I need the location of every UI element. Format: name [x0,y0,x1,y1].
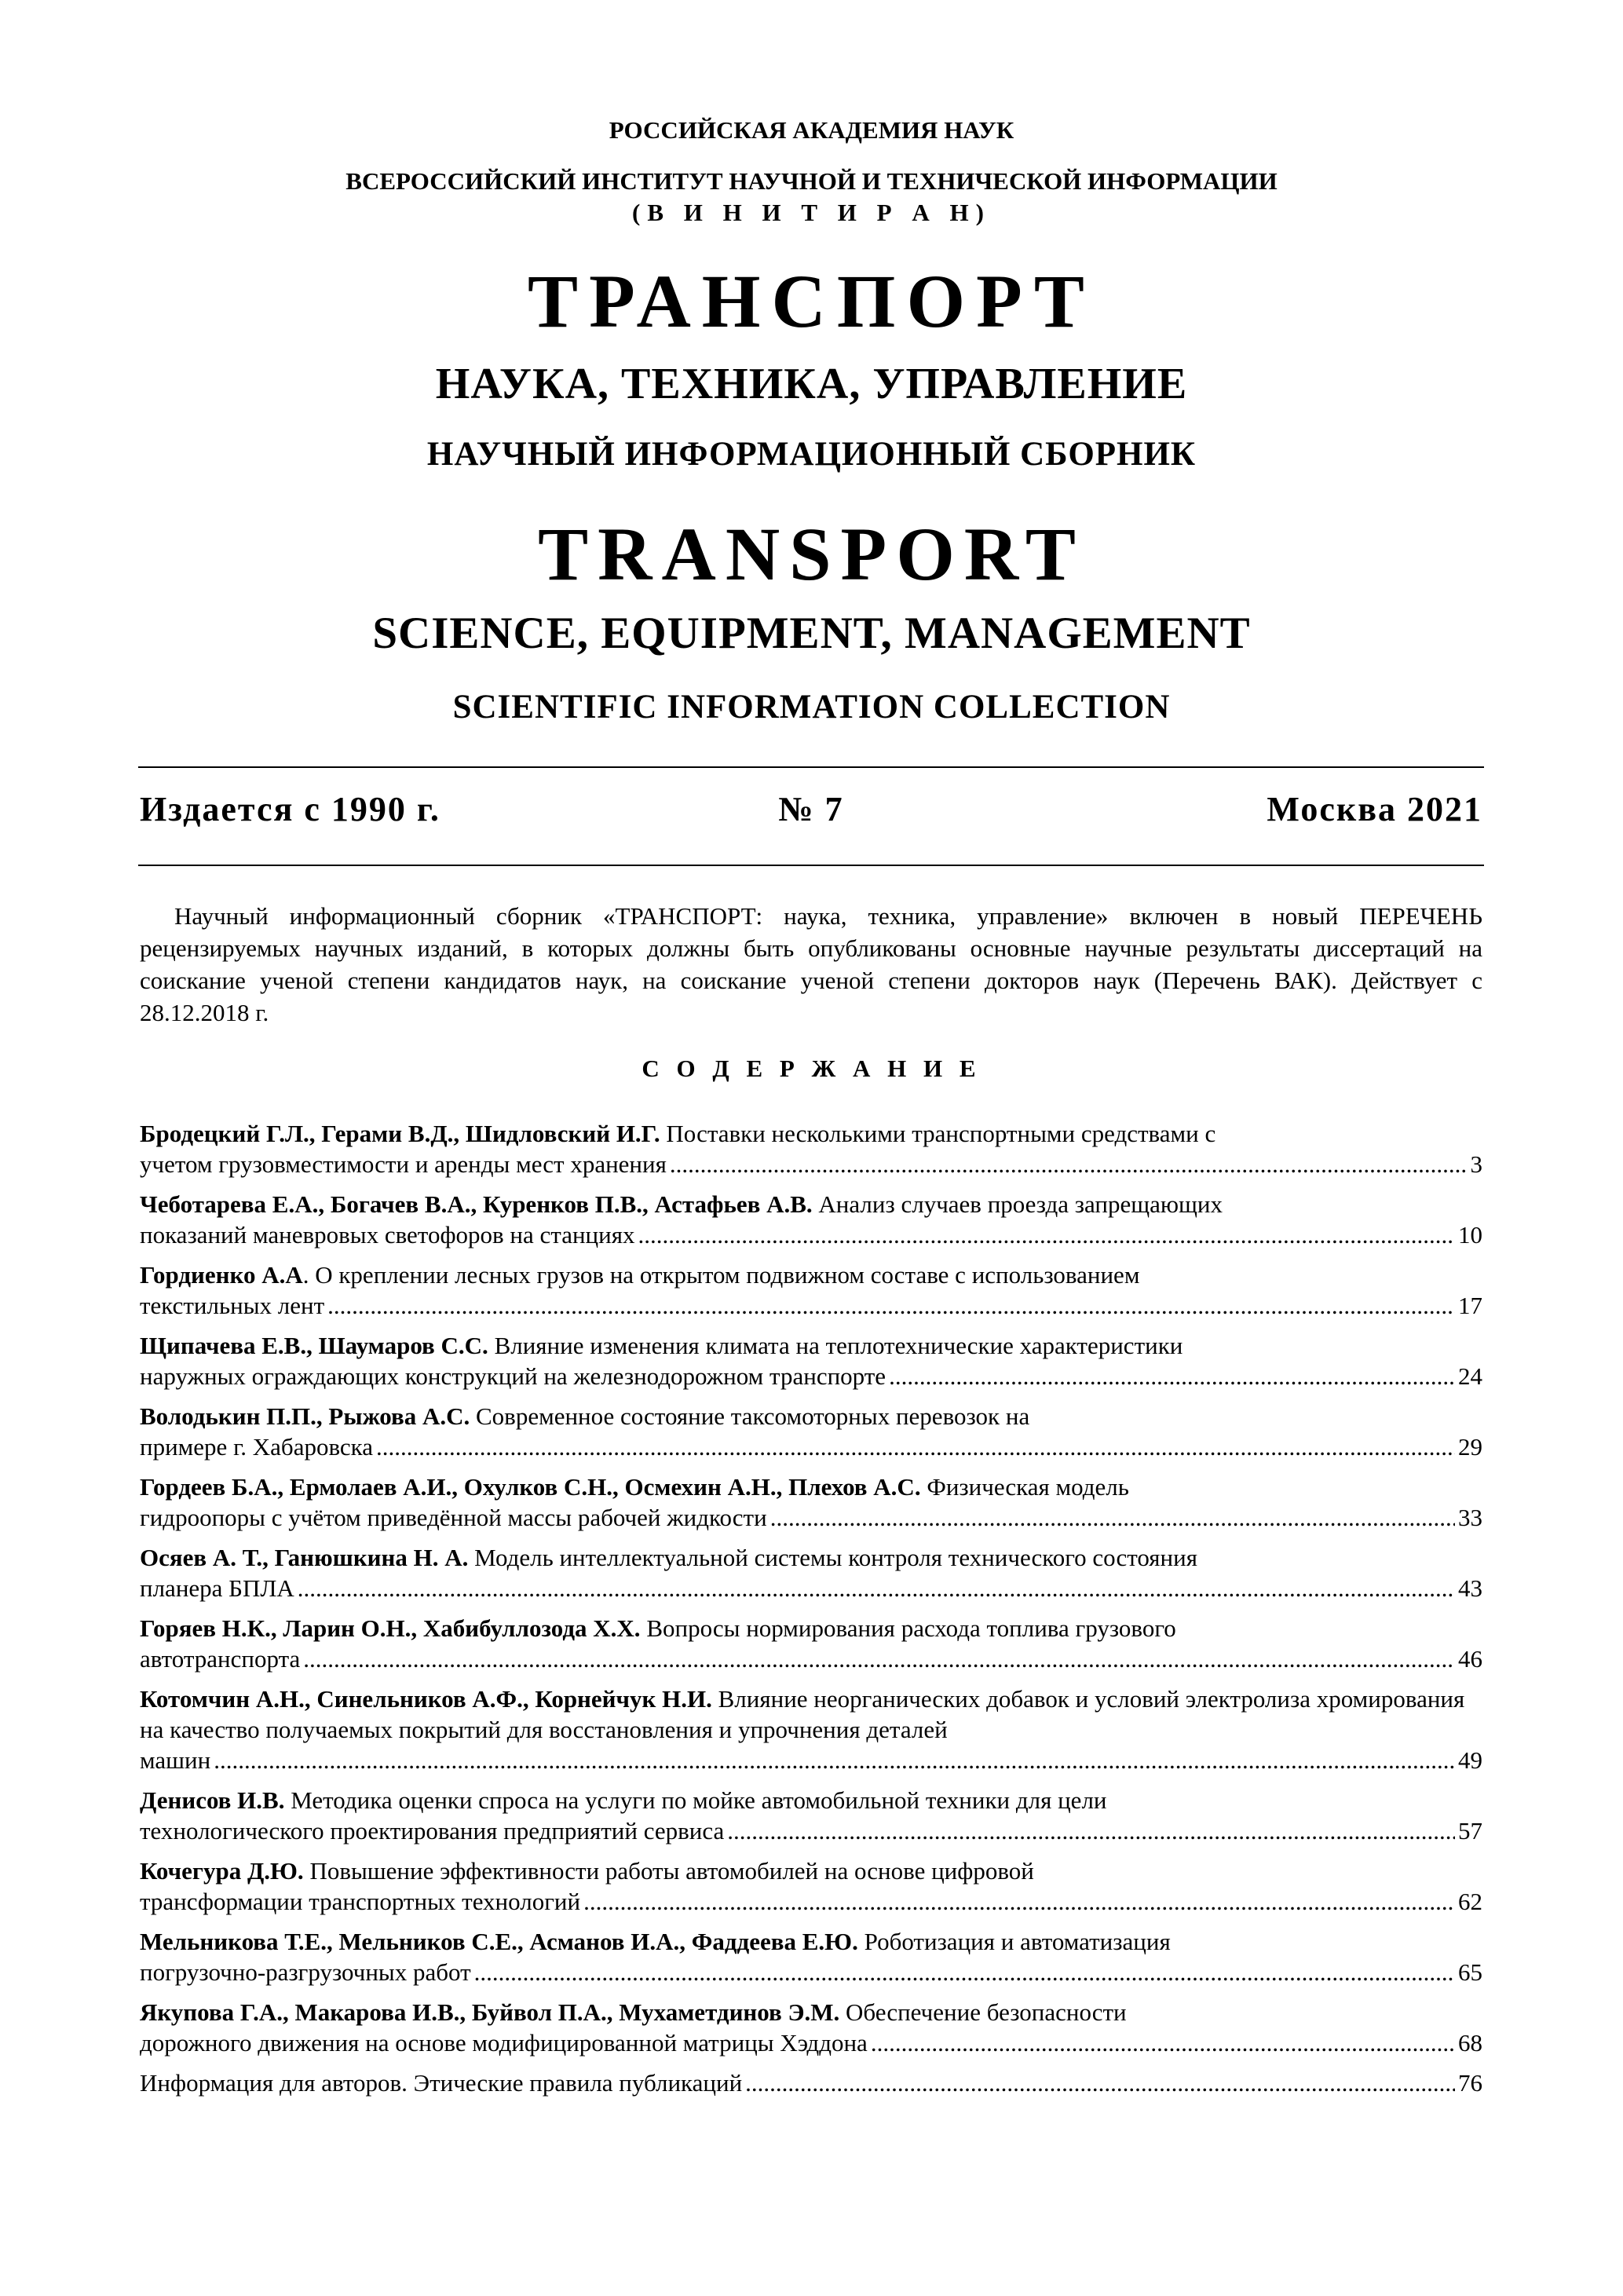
toc-page-number: 62 [1458,1888,1482,1915]
toc-title-start: Анализ случаев проезда запрещающих [812,1190,1223,1218]
toc-entry-last-line [140,1573,1482,1603]
toc-page-number: 33 [1458,1504,1482,1531]
toc-page-number: 29 [1458,1433,1482,1461]
toc-entry-heading [140,1189,1482,1219]
toc-title-end: наружных ограждающих конструкций на железнодорожном транспорте [140,1362,886,1390]
toc-entry [140,1613,1482,1674]
toc-authors: Горяев Н.К., Ларин О.Н., Хабибуллозода Х.Х. [140,1614,641,1642]
toc-entry [140,1926,1482,1987]
toc-page-number: 10 [1458,1221,1482,1249]
toc-dot-leader [670,1149,1468,1179]
toc-page-number: 49 [1458,1746,1482,1774]
toc-authors: Гордиенко А.А [140,1261,303,1289]
toc-title-start: . О креплении лесных грузов на открытом подвижном составе с использованием [302,1261,1140,1289]
toc-page-number: 24 [1458,1362,1482,1390]
toc-entry [140,1684,1482,1775]
issue-number: № 7 [778,790,844,828]
toc-dot-leader [303,1643,1455,1674]
toc-entry-last-line [140,2067,1482,2098]
journal-title-en: TRANSPORT [538,512,1085,596]
issue-info-row [140,789,1482,836]
toc-authors: Бродецкий Г.Л., Герами В.Д., Шидловский И.Г. [140,1120,660,1147]
toc-page-number: 17 [1458,1292,1482,1319]
toc-entry [140,1542,1482,1603]
published-since: Издается с 1990 г. [140,790,440,828]
toc-entry-heading [140,1472,1482,1502]
toc-title-start: Современное состояние таксомоторных перевозок на [470,1402,1030,1430]
toc-entry [140,1401,1482,1462]
toc-authors: Кочегура Д.Ю. [140,1857,304,1885]
toc-dot-leader [889,1361,1455,1391]
institute-name: ВСЕРОССИЙСКИЙ ИНСТИТУТ НАУЧНОЙ И ТЕХНИЧЕСКОЙ ИНФОРМАЦИИ [345,167,1278,195]
toc-entry-last-line [140,1149,1482,1179]
toc-entry-last-line [140,1815,1482,1846]
toc-dot-leader [214,1745,1455,1775]
collection-type-ru: НАУЧНЫЙ ИНФОРМАЦИОННЫЙ СБОРНИК [426,436,1197,473]
toc-entry-last-line [140,1361,1482,1391]
toc-entry-heading [140,1997,1482,2027]
toc-entry [140,1997,1482,2058]
toc-page-number: 68 [1458,2029,1482,2057]
toc-title-start: Обеспечение безопасности [839,1998,1127,2026]
journal-subtitle-ru: НАУКА, ТЕХНИКА, УПРАВЛЕНИЕ [435,360,1188,408]
toc-title-end: погрузочно-разгрузочных работ [140,1958,471,1986]
toc-title-start: Методика оценки спроса на услуги по мойке автомобильной техники для цели [284,1786,1107,1814]
issue-place-year: Москва 2021 [1267,790,1482,828]
toc-page-number: 46 [1458,1645,1482,1673]
toc-title-end: гидроопоры с учётом приведённой массы рабочей жидкости [140,1504,767,1531]
toc-entry-heading [140,1613,1482,1643]
toc-authors: Денисов И.В. [140,1786,285,1814]
toc-page-number: 76 [1458,2069,1482,2097]
toc-entry-heading [140,1118,1482,1149]
toc-entry [140,1330,1482,1391]
toc-entry-heading [140,1330,1482,1361]
toc-entry [140,1785,1482,1846]
toc-authors: Котомчин А.Н., Синельников А.Ф., Корнейчук Н.И. [140,1685,712,1713]
toc-dot-leader [327,1290,1455,1321]
toc-entry-heading [140,1926,1482,1957]
toc-title-end: автотранспорта [140,1645,301,1673]
contents-heading: С О Д Е Р Ж А Н И Е [642,1055,981,1082]
toc-dot-leader [376,1431,1455,1462]
toc-dot-leader [770,1502,1455,1533]
toc-entry [140,1472,1482,1533]
toc-entry-heading [140,1785,1482,1815]
toc-title-start: Влияние неорганических добавок и условий электролиза хромирования на качество получаемых покрытий для восстановления и упрочнения деталей [140,1685,1465,1743]
toc-authors: Осяев А. Т., Ганюшкина Н. А. [140,1544,469,1571]
journal-subtitle-en: SCIENCE, EQUIPMENT, MANAGEMENT [372,609,1251,658]
toc-title-end: машин [140,1746,211,1774]
toc-entry-heading [140,1542,1482,1573]
divider-top [138,766,1484,768]
toc-entry [140,1260,1482,1321]
toc-entry-heading [140,1684,1482,1745]
toc-entry [140,1189,1482,1250]
toc-entry-last-line [140,1502,1482,1533]
toc-authors: Гордеев Б.А., Ермолаев А.И., Охулков С.Н., Осмехин А.Н., Плехов А.С. [140,1473,921,1501]
toc-entry-last-line [140,1643,1482,1674]
toc-entry-heading [140,1260,1482,1290]
toc-entry-last-line [140,1219,1482,1250]
toc-dot-leader [474,1957,1455,1987]
toc-entry-heading [140,1401,1482,1431]
toc-authors: Володькин П.П., Рыжова А.С. [140,1402,470,1430]
toc-title-end: примере г. Хабаровска [140,1433,374,1461]
divider-bottom [138,865,1484,866]
toc-page-number: 65 [1458,1958,1482,1986]
toc-authors: Мельникова Т.Е., Мельников С.Е., Асманов И.А., Фаддеева Е.Ю. [140,1928,858,1955]
toc-title-start: Физическая модель [920,1473,1129,1501]
toc-title-start: Модель интеллектуальной системы контроля технического состояния [468,1544,1197,1571]
journal-title-ru: ТРАНСПОРТ [528,259,1095,343]
academy-name: РОССИЙСКАЯ АКАДЕМИЯ НАУК [609,116,1014,144]
toc-page-number: 57 [1458,1817,1482,1844]
toc-dot-leader [745,2067,1455,2098]
toc-dot-leader [583,1886,1455,1917]
toc-entry-last-line [140,1745,1482,1775]
toc-page-number: 43 [1458,1574,1482,1602]
toc-page-number: 3 [1470,1150,1482,1178]
collection-type-en: SCIENTIFIC INFORMATION COLLECTION [452,689,1171,726]
toc-entry-last-line [140,1431,1482,1462]
toc-dot-leader [298,1573,1455,1603]
toc-title-end: технологического проектирования предприятий сервиса [140,1817,725,1844]
toc-title-start: Роботизация и автоматизация [857,1928,1171,1955]
toc-authors: Чеботарева Е.А., Богачев В.А., Куренков П.В., Астафьев А.В. [140,1190,813,1218]
toc-entry-heading [140,1855,1482,1886]
toc-title-end: дорожного движения на основе модифицированной матрицы Хэддона [140,2029,868,2057]
toc-entry [140,2067,1482,2098]
toc-entry-last-line [140,1290,1482,1321]
toc-title-start: Поставки несколькими транспортными средствами с [660,1120,1216,1147]
institute-abbreviation: (В И Н И Т И Р А Н) [632,199,991,226]
toc-entry-last-line [140,1957,1482,1987]
toc-entry [140,1855,1482,1917]
toc-dot-leader [871,2027,1455,2058]
toc-authors: Щипачева Е.В., Шаумаров С.С. [140,1332,488,1359]
toc-entry-last-line [140,2027,1482,2058]
toc-title-end: учетом грузовместимости и аренды мест хранения [140,1150,667,1178]
toc-title-end: планера БПЛА [140,1574,294,1602]
toc-authors: Якупова Г.А., Макарова И.В., Буйвол П.А., Мухаметдинов Э.М. [140,1998,840,2026]
toc-title-start: Вопросы нормирования расхода топлива грузового [640,1614,1176,1642]
toc-title-start: Повышение эффективности работы автомобилей на основе цифровой [303,1857,1034,1885]
toc-entry [140,1118,1482,1179]
toc-title-start: Влияние изменения климата на теплотехнические характеристики [488,1332,1183,1359]
intro-paragraph: Научный информационный сборник «ТРАНСПОРТ: наука, техника, управление» включен в новый ПЕРЕЧЕНЬ рецензируемых научных изданий, в которых должны быть опубликованы основные научные результаты диссертаций на соискание ученой степени кандидатов наук, на соискание ученой степени докторов наук (Перечень ВАК). Действует с 28.12.2018 г. [140,902,1482,1026]
toc-title-end: показаний маневровых светофоров на станциях [140,1221,635,1249]
toc-dot-leader [638,1219,1456,1250]
toc-dot-leader [727,1815,1455,1846]
toc-entry-last-line [140,1886,1482,1917]
toc-title-end: трансформации транспортных технологий [140,1888,581,1915]
table-of-contents [140,1118,1482,2108]
toc-title-end: Информация для авторов. Этические правила публикаций [140,2069,743,2097]
toc-title-end: текстильных лент [140,1292,325,1319]
